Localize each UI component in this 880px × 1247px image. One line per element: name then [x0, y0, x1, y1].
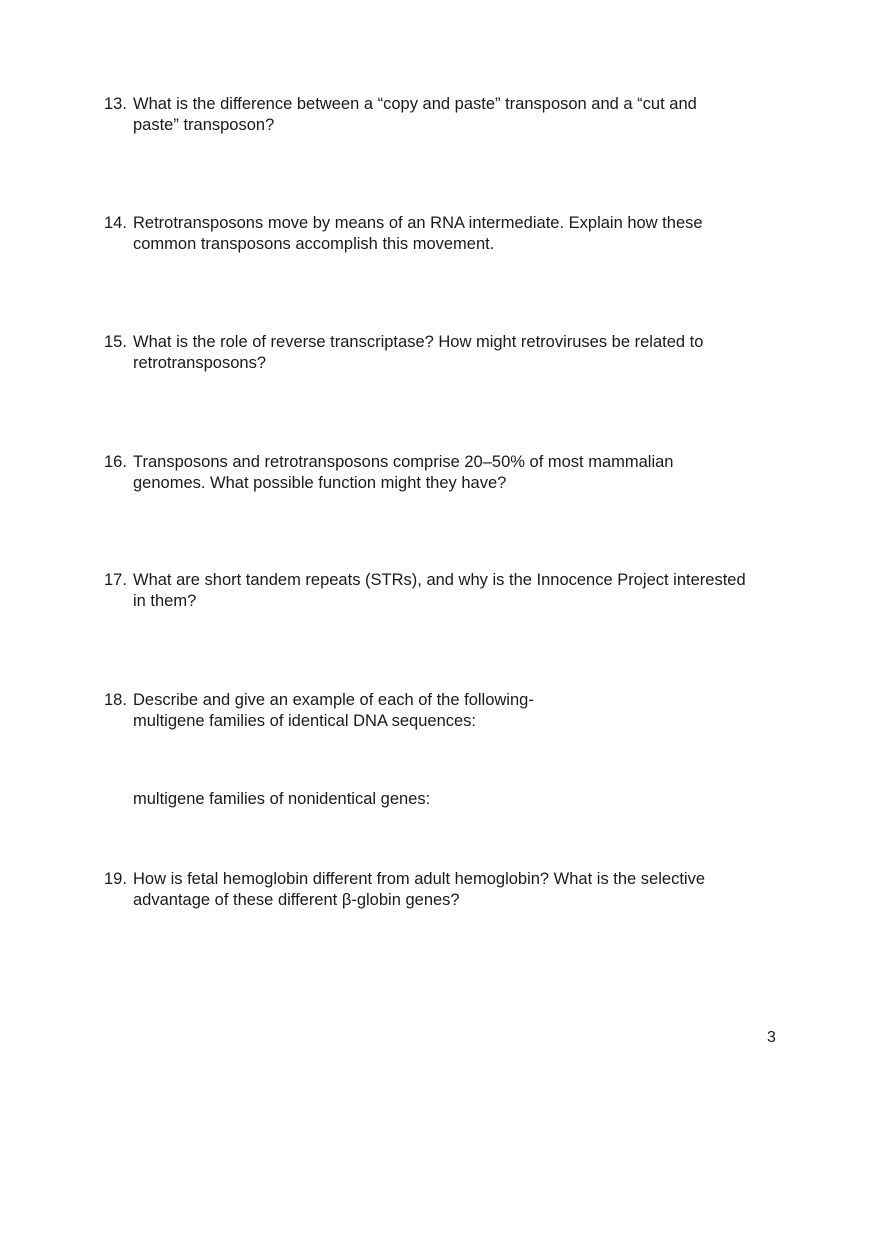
question-text: [133, 570, 784, 612]
question-text: [133, 690, 784, 732]
question-text: [133, 332, 784, 374]
question-text: [133, 94, 784, 136]
question-line: What is the role of reverse transcriptase? How might retroviruses be related to: [133, 333, 704, 351]
question-19: [104, 869, 784, 911]
question-18-sub-label: multigene families of nonidentical genes:: [133, 790, 431, 808]
question-number: 19.: [104, 870, 127, 888]
question-line: What are short tandem repeats (STRs), and why is the Innocence Project interested: [133, 571, 746, 589]
question-15: [104, 332, 784, 374]
question-text: [133, 452, 784, 494]
question-line: Describe and give an example of each of the following-: [133, 691, 534, 709]
question-line: What is the difference between a “copy and paste” transposon and a “cut and: [133, 95, 697, 113]
question-18: [104, 690, 784, 732]
question-line: advantage of these different β-globin genes?: [133, 891, 460, 909]
question-17: [104, 570, 784, 612]
question-line: Transposons and retrotransposons comprise 20–50% of most mammalian: [133, 453, 674, 471]
question-line: Retrotransposons move by means of an RNA intermediate. Explain how these: [133, 214, 703, 232]
page-number: 3: [767, 1029, 776, 1046]
question-number: 15.: [104, 333, 127, 351]
question-line: in them?: [133, 592, 197, 610]
question-line: How is fetal hemoglobin different from adult hemoglobin? What is the selective: [133, 870, 705, 888]
question-number: 18.: [104, 691, 127, 709]
question-line: paste” transposon?: [133, 116, 275, 134]
question-number: 13.: [104, 95, 127, 113]
question-text: [133, 869, 784, 911]
question-14: [104, 213, 784, 255]
question-line: common transposons accomplish this movement.: [133, 235, 495, 253]
question-line: retrotransposons?: [133, 354, 266, 372]
question-number: 14.: [104, 214, 127, 232]
question-line: genomes. What possible function might they have?: [133, 474, 507, 492]
question-number: 16.: [104, 453, 127, 471]
question-text: [133, 213, 784, 255]
question-number: 17.: [104, 571, 127, 589]
question-13: [104, 94, 784, 136]
question-line: multigene families of identical DNA sequences:: [133, 712, 477, 730]
question-16: [104, 452, 784, 494]
